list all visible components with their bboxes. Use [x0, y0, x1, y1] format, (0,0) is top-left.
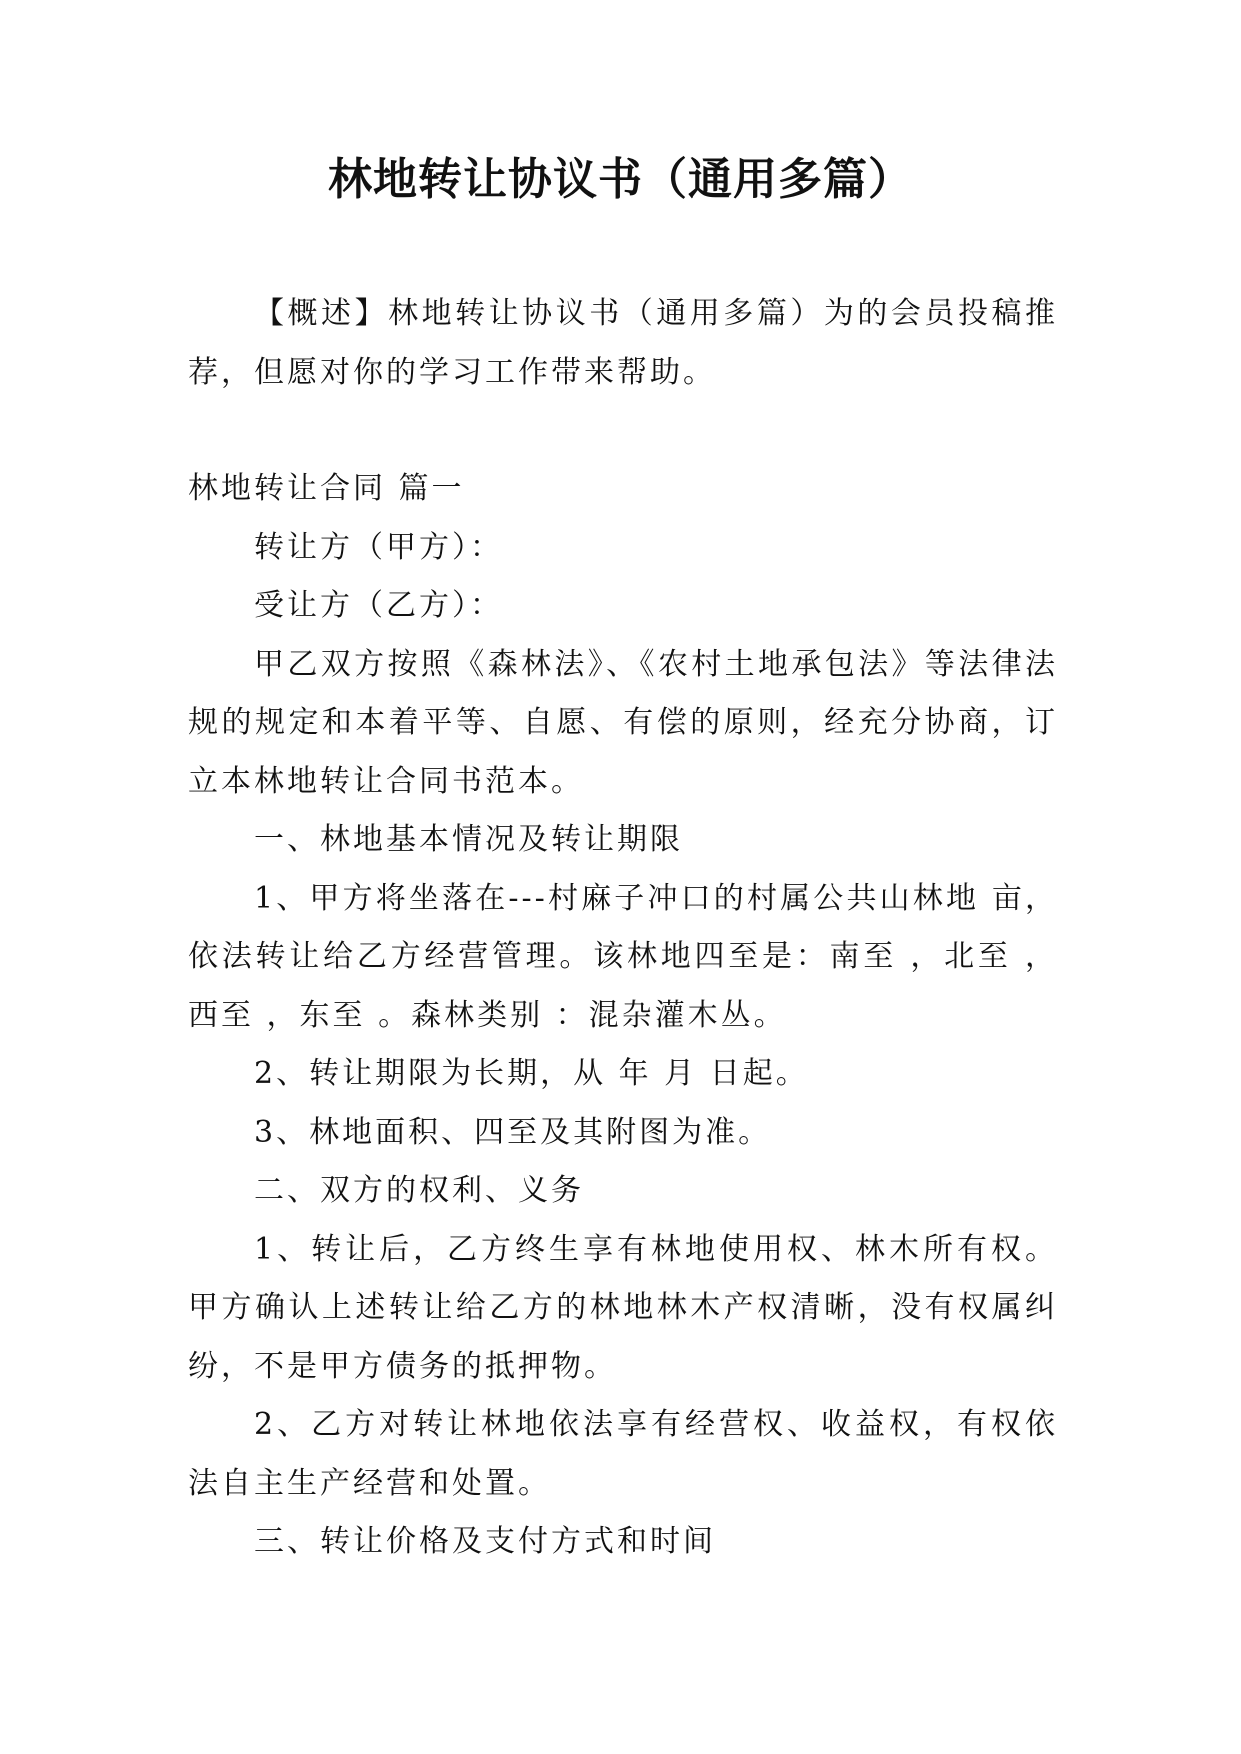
paragraph-preamble: 甲乙双方按照《森林法》、《农村土地承包法》等法律法规的规定和本着平等、自愿、有偿的原则，经充分协商，订立本林地转让合同书范本。 [188, 646, 1058, 799]
summary-paragraph: 【概述】林地转让协议书（通用多篇）为的会员投稿推荐，但愿对你的学习工作带来帮助。 [188, 296, 1058, 390]
clause-1-3: 3、林地面积、四至及其附图为准。 [254, 1114, 772, 1150]
clause-1-2: 2、转让期限为长期，从 年 月 日起。 [254, 1056, 809, 1091]
section-heading: 林地转让合同 篇一 [188, 471, 465, 506]
paragraph-transferor: 转让方（甲方）： [254, 529, 503, 565]
document-title: 林地转让协议书（通用多篇） [328, 154, 913, 205]
clause-2-2: 2、乙方对转让林地依法享有经营权、收益权，有权依法自主生产经营和处置。 [188, 1407, 1058, 1501]
clause-heading-1: 一、林地基本情况及转让期限 [254, 822, 683, 857]
clause-1-1: 1、甲方将坐落在---村麻子冲口的村属公共山林地 亩，依法转让给乙方经营管理。该林地四至是：南至 ，北至 ，西至 ，东至 。森林类别 ：混杂灌木丛。 [188, 880, 1058, 1033]
document-body [188, 285, 1058, 1572]
clause-heading-3: 三、转让价格及支付方式和时间 [254, 1524, 716, 1559]
clause-2-1: 1、转让后，乙方终生享有林地使用权、林木所有权。甲方确认上述转让给乙方的林地林木产权清晰，没有权属纠纷，不是甲方债务的抵押物。 [188, 1231, 1058, 1384]
clause-heading-2: 二、双方的权利、义务 [254, 1173, 584, 1208]
paragraph-transferee: 受让方（乙方）： [254, 588, 503, 623]
